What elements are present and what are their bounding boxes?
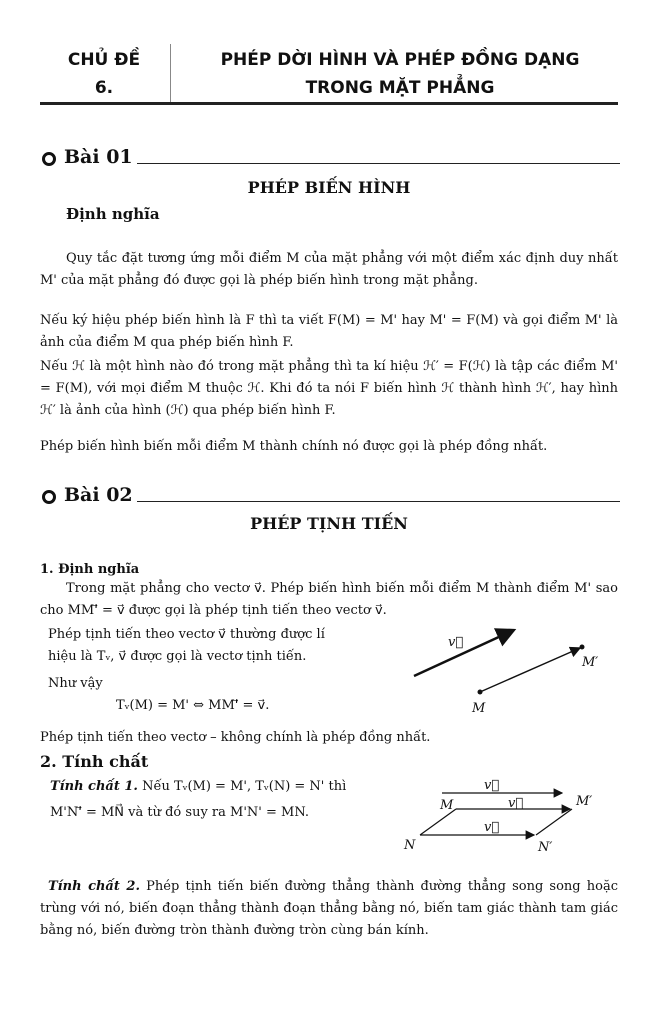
lesson-01-heading	[42, 146, 620, 168]
paragraph-figure-image: Nếu ℋ là một hình nào đó trong mặt phẳng thì ta kí hiệu ℋ′ = F(ℋ) là tập các điểm M' = F(M), với mọi điểm M thuộc ℋ. Khi đó ta nói F biến hình ℋ thành hình ℋ′, hay hình ℋ′ là ảnh của hình (ℋ) qua phép biến hình F.	[40, 359, 618, 418]
property-2	[40, 876, 618, 942]
translation-notation-line2: hiệu là Tᵥ, v⃗ được gọi là vectơ tịnh tiến.	[48, 649, 307, 664]
chapter-title	[180, 46, 620, 102]
vector-mm-arrow	[480, 648, 580, 692]
property-2-text: Phép tịnh tiến biến đường thẳng thành đường thẳng song song hoặc trùng với nó, biến đoạn thẳng thành đoạn thẳng bằng nó, biến tam giác thành tam giác bằng nó, biến đường tròn thành đường tròn cùng bán kính.	[40, 879, 619, 938]
property-1-line1	[50, 774, 390, 800]
section-2-heading: 2. Tính chất	[40, 752, 149, 771]
top-vector-label: v⃗	[484, 778, 500, 793]
m-prime-n-prime-side	[536, 809, 572, 835]
lesson-01-title: PHÉP BIẾN HÌNH	[247, 178, 411, 197]
circle-bullet-icon	[42, 152, 56, 166]
chapter-title-line2: TRONG MẶT PHẲNG	[305, 78, 495, 98]
translation-formula: Tᵥ(M) = M' ⇔ MM'⃗ = v⃗.	[116, 698, 270, 713]
point-m-prime-label: M′	[582, 655, 599, 670]
header-rule	[40, 102, 618, 105]
translation-notation	[48, 624, 378, 668]
heading-rule	[137, 163, 620, 164]
point-m	[478, 690, 483, 695]
property-1-text-b: M'N'⃗ = MN⃗ và từ đó suy ra M'N' = MN.	[50, 805, 309, 820]
lesson-02-heading	[42, 484, 620, 506]
mid-vector-label: v⃗	[508, 796, 524, 811]
vector-v-label: v⃗	[448, 635, 464, 650]
property-2-label: Tính chất 2.	[48, 879, 140, 894]
chapter-label-line2: 6.	[94, 78, 114, 98]
heading-rule	[137, 501, 620, 502]
paragraph-notation: Nếu ký hiệu phép biến hình là F thì ta viết F(M) = M' hay M' = F(M) và gọi điểm M' là ảnh của điểm M qua phép biến hình F.	[40, 313, 618, 350]
chapter-label	[40, 46, 168, 102]
point-m-prime	[580, 645, 585, 650]
header-divider	[170, 44, 171, 102]
chapter-label-line1: CHỦ ĐỀ	[67, 50, 141, 70]
paragraph-definition: Quy tắc đặt tương ứng mỗi điểm M của mặt phẳng với một điểm xác định duy nhất M' của mặt phẳng đó được gọi là phép biến hình trong mặt phẳng.	[40, 251, 618, 288]
point-m-prime-label: M′	[576, 794, 593, 809]
lesson-02-title: PHÉP TỊNH TIẾN	[250, 514, 408, 533]
parallelogram-figure	[400, 775, 615, 855]
thus-label: Như vậy	[48, 676, 103, 691]
circle-bullet-icon	[42, 490, 56, 504]
translation-figure	[400, 620, 615, 720]
point-m-label: M	[472, 701, 486, 716]
translation-notation-line1: Phép tịnh tiến theo vectơ v⃗ thường được lí	[48, 627, 325, 642]
point-n-prime-label: N′	[538, 840, 553, 855]
chapter-title-line1: PHÉP DỜI HÌNH VÀ PHÉP ĐỒNG DẠNG	[220, 50, 580, 70]
zero-vector-note: Phép tịnh tiến theo vectơ – không chính là phép đồng nhất.	[40, 730, 431, 745]
property-1	[50, 774, 390, 826]
vector-v-arrow	[414, 630, 514, 676]
lesson-01-label: Bài 01	[64, 146, 133, 168]
point-n-label: N	[404, 838, 416, 853]
paragraph-identity: Phép biến hình biến mỗi điểm M thành chính nó được gọi là phép đồng nhất.	[40, 439, 548, 454]
bottom-vector-label: v⃗	[484, 820, 500, 835]
point-m-label: M	[440, 798, 454, 813]
definition-subhead: Định nghĩa	[66, 205, 160, 223]
translation-definition: Trong mặt phẳng cho vectơ v⃗. Phép biến hình biến mỗi điểm M thành điểm M' sao cho MM'⃗ = v⃗ được gọi là phép tịnh tiến theo vectơ v⃗.	[40, 581, 618, 618]
property-1-text-a: Nếu Tᵥ(M) = M', Tᵥ(N) = N' thì	[142, 779, 347, 794]
section-1-heading: 1. Định nghĩa	[40, 562, 140, 577]
property-1-label: Tính chất 1.	[50, 779, 138, 794]
lesson-02-label: Bài 02	[64, 484, 133, 506]
